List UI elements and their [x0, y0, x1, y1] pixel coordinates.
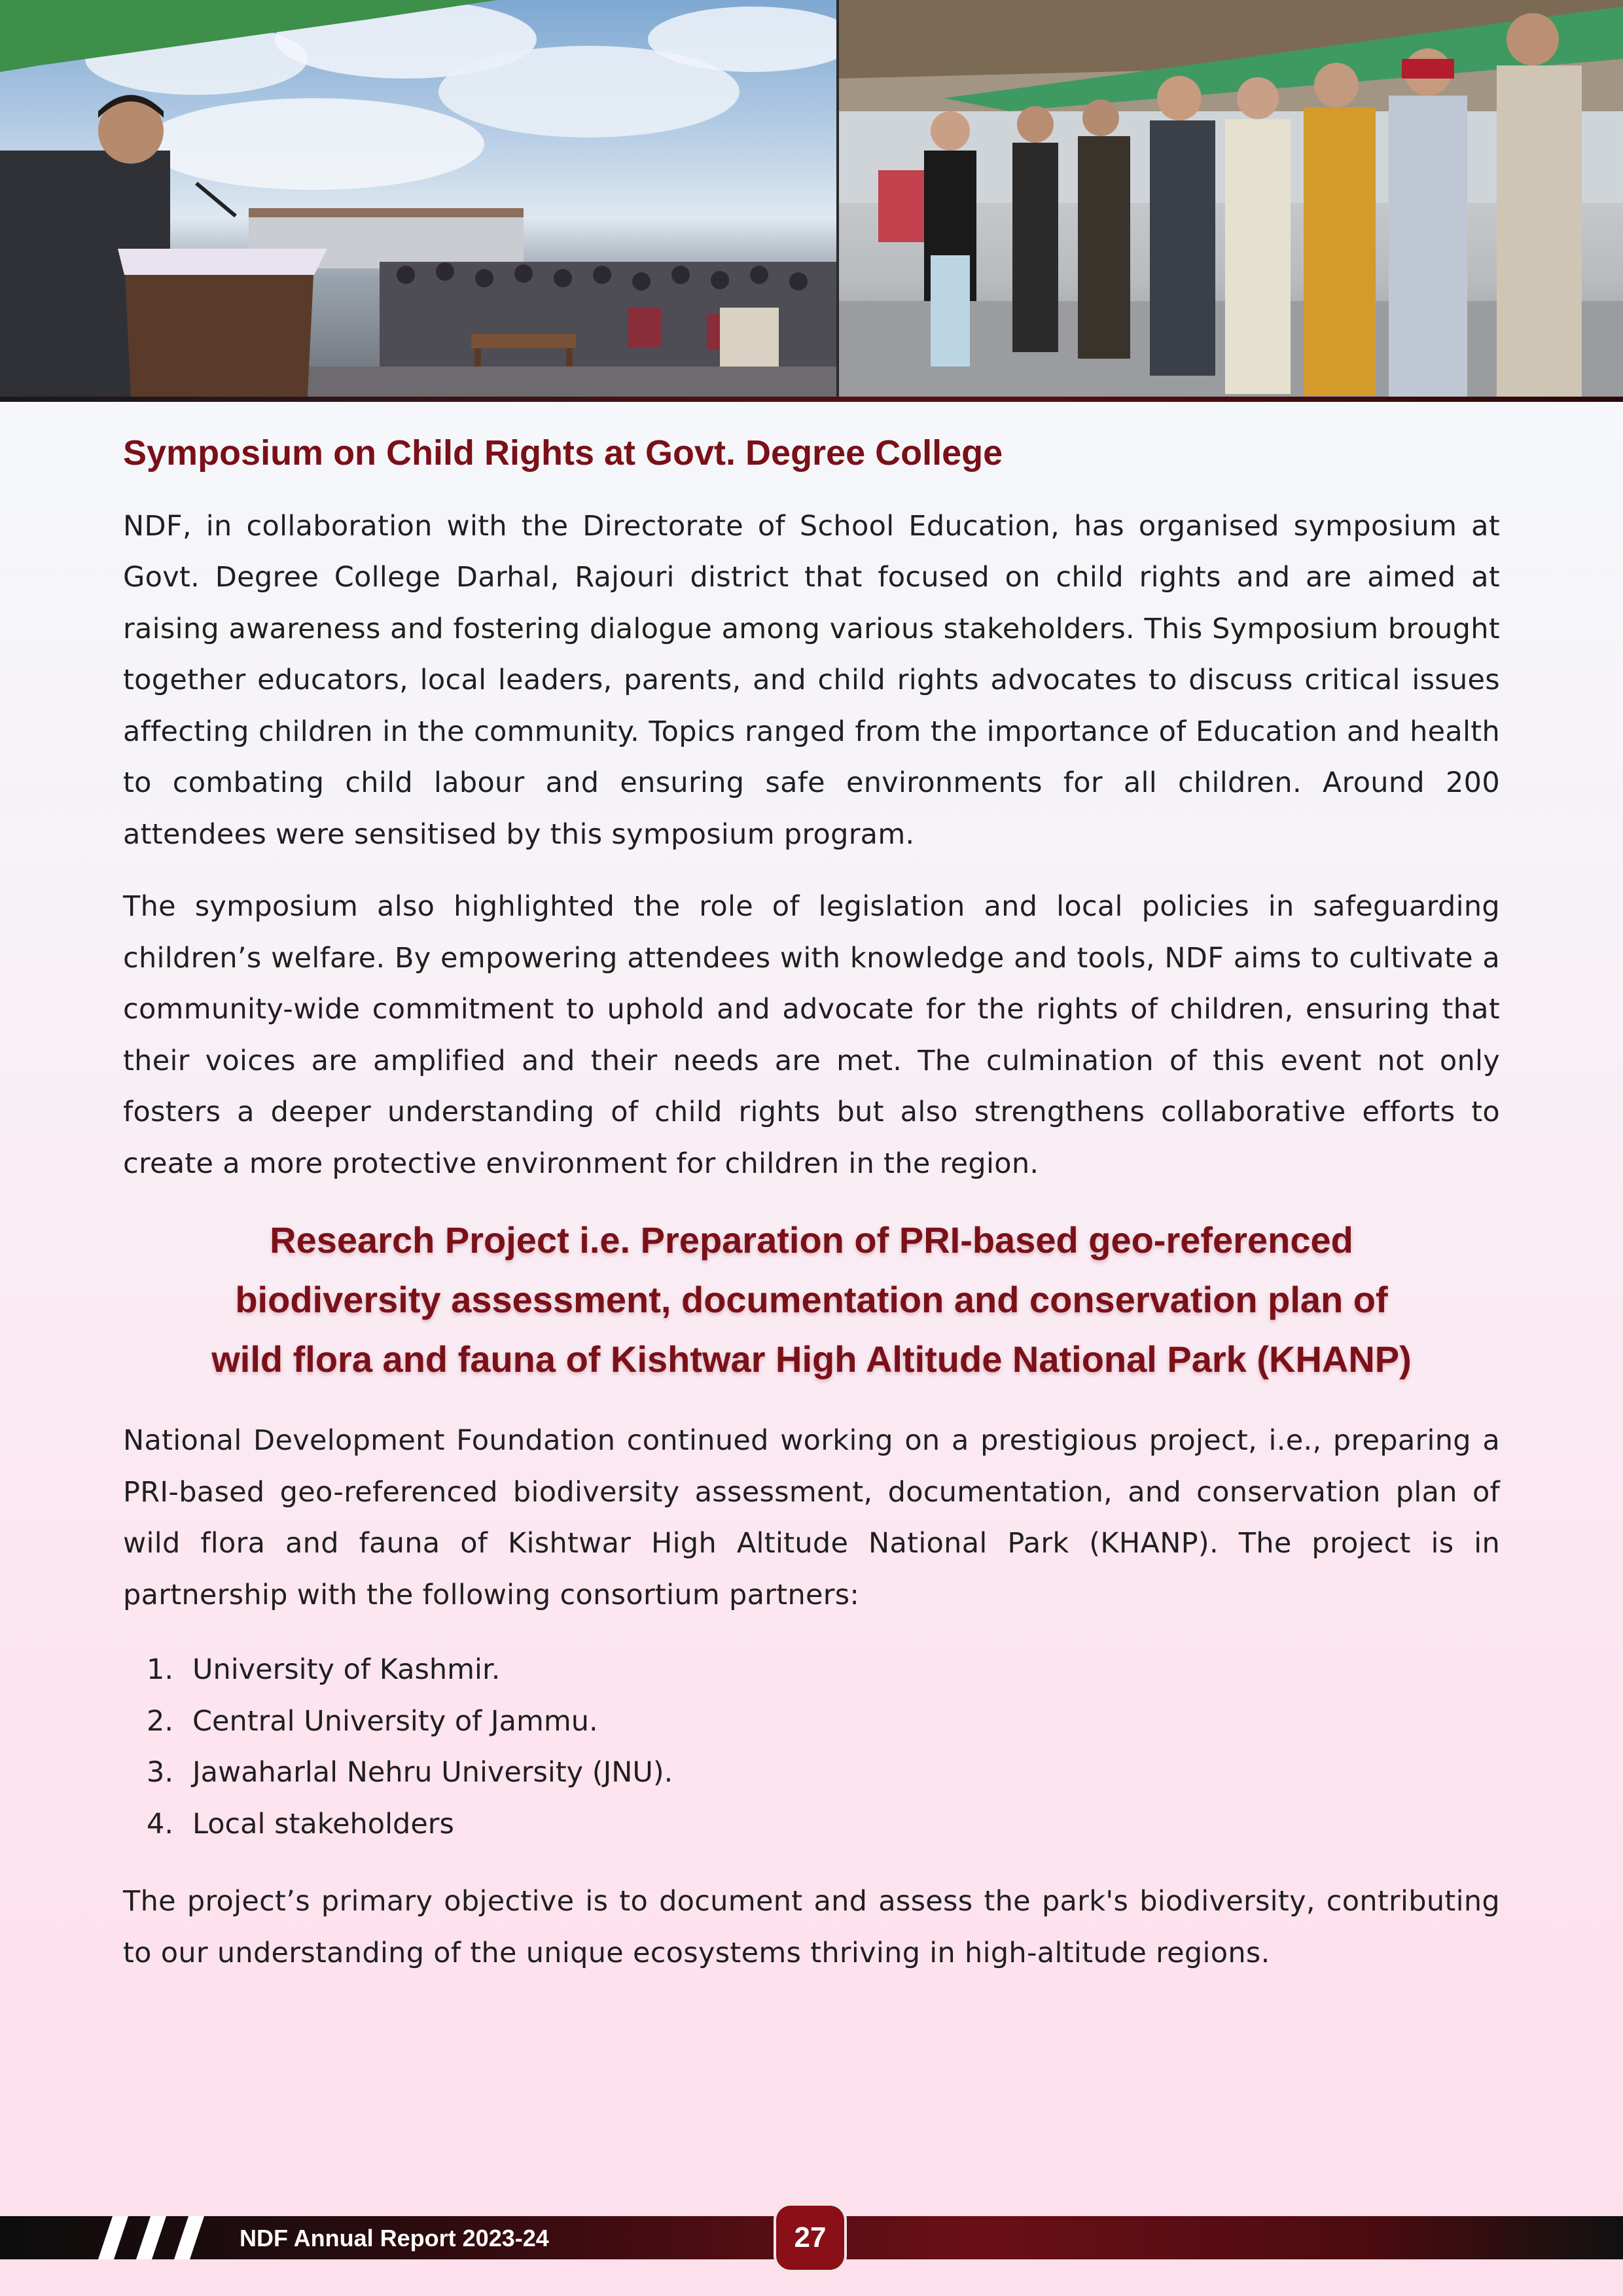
footer-stripes-decoration [85, 2216, 209, 2259]
photo-bottom-border [0, 397, 1623, 402]
list-item [123, 1696, 1500, 1748]
list-number: 4. [147, 1807, 174, 1840]
award-ceremony-photo [839, 0, 1623, 397]
page-number-badge: 27 [774, 2203, 847, 2272]
photo-strip [0, 0, 1623, 402]
research-intro-paragraph: National Development Foundation continued working on a prestigious project, i.e., preparing a PRI-based geo-referenced biodiversity assessment, documentation, and conservation plan of wild flora and fauna of Kishtwar High Altitude National Park (KHANP). The project is in partnership with the following consortium partners: [123, 1424, 1500, 1611]
list-number: 2. [147, 1704, 174, 1738]
partner-name: Central University of Jammu. [192, 1704, 598, 1738]
symposium-paragraph-1: NDF, in collaboration with the Directorate of School Education, has organised symposium at Govt. Degree College Darhal, Rajouri district that focused on child rights and are aimed at raising awareness and fostering dialogue among various stakeholders. This Symposium brought together educators, local leaders, parents, and child rights advocates to discuss critical issues affecting children in the community. Topics ranged from the importance of Education and health to combating child labour and ensuring safe environments for all children. Around 200 attendees were sensitised by this symposium program. [123, 509, 1500, 851]
symposium-speaker-photo [0, 0, 836, 397]
symposium-heading: Symposium on Child Rights at Govt. Degree College [123, 433, 1003, 473]
partner-name: University of Kashmir. [192, 1653, 501, 1687]
list-item [123, 1799, 1500, 1850]
research-conclusion-paragraph: The project’s primary objective is to document and assess the park's biodiversity, contributing to our understanding of the unique ecosystems thriving in high-altitude regions. [123, 1885, 1500, 1969]
research-heading-line-1: Research Project i.e. Preparation of PRI-based geo-referenced [270, 1219, 1353, 1261]
list-item [123, 1644, 1500, 1696]
symposium-paragraph-2: The symposium also highlighted the role of legislation and local policies in safeguarding children’s welfare. By empowering attendees with knowledge and tools, NDF aims to cultivate a community-wide commitment to uphold and advocate for the rights of children, ensuring that their voices are amplified and their needs are met. The culmination of this event not only fosters a deeper understanding of child rights but also strengthens collaborative efforts to create a more protective environment for children in the region. [123, 890, 1500, 1180]
partner-name: Local stakeholders [192, 1807, 454, 1840]
partner-name: Jawaharlal Nehru University (JNU). [192, 1756, 673, 1789]
list-item [123, 1747, 1500, 1799]
main-content [123, 432, 1500, 2000]
consortium-partners-list [123, 1644, 1500, 1850]
list-number: 1. [147, 1653, 174, 1687]
footer-report-title: NDF Annual Report 2023-24 [240, 2225, 549, 2251]
research-heading-line-2: biodiversity assessment, documentation and conservation plan of [235, 1279, 1388, 1321]
research-project-heading [97, 1210, 1526, 1389]
research-heading-line-3: wild flora and fauna of Kishtwar High Altitude National Park (KHANP) [211, 1338, 1412, 1380]
list-number: 3. [147, 1756, 174, 1789]
